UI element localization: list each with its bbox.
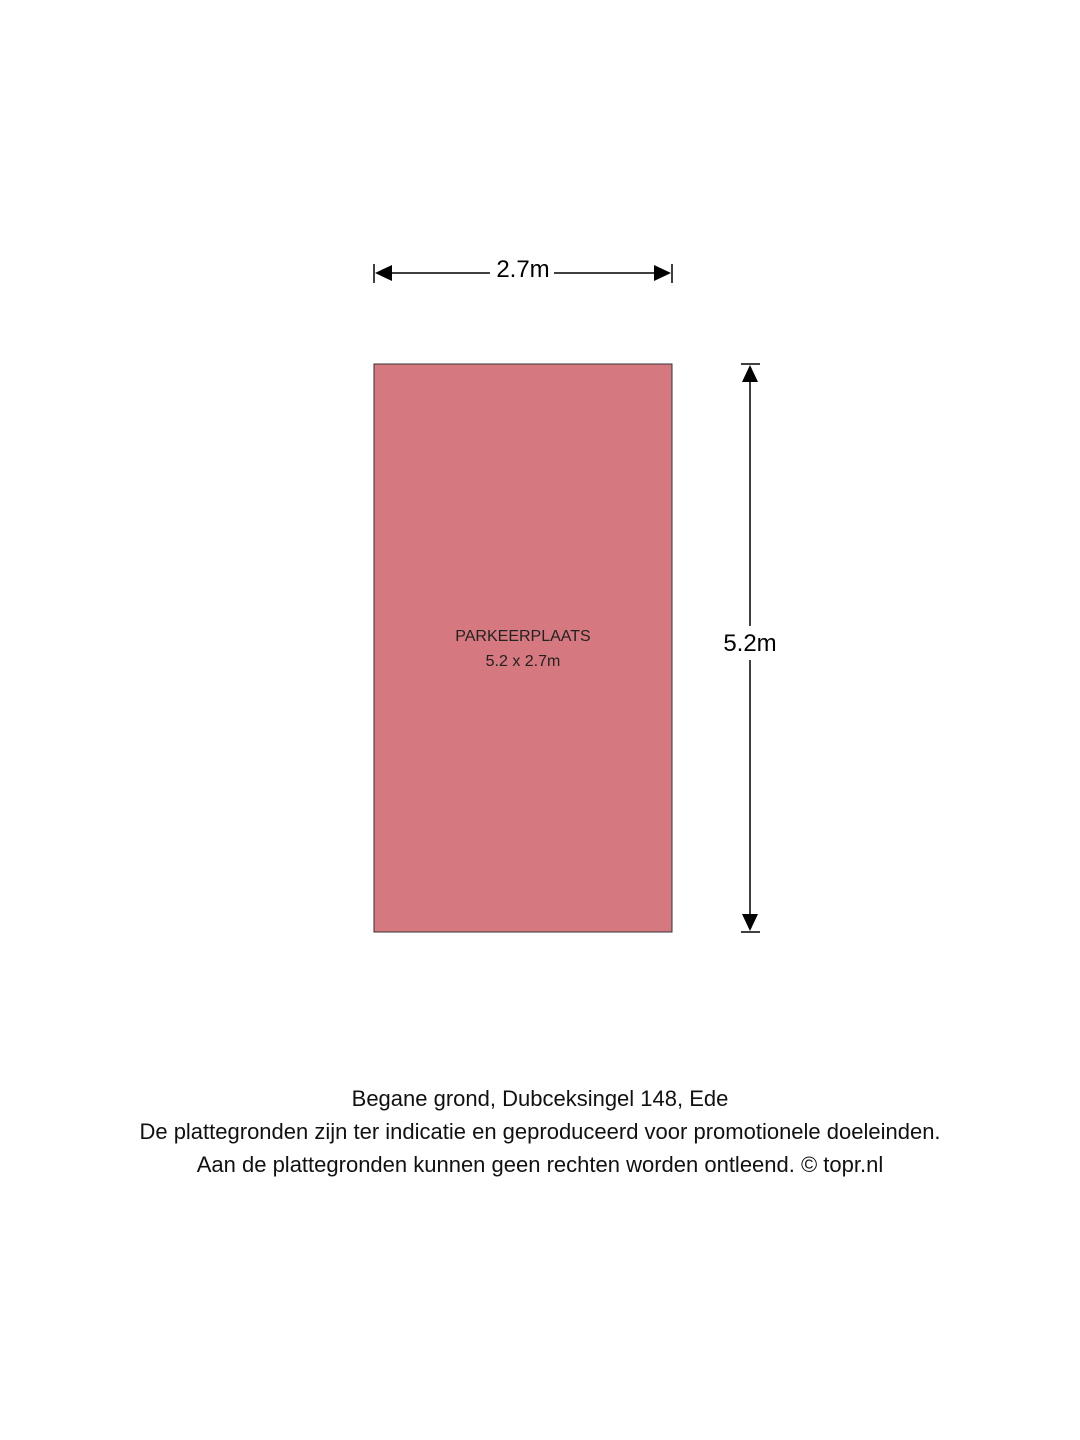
arrow-down-icon	[742, 914, 758, 931]
caption-copyright: Aan de plattegronden kunnen geen rechten worden ontleend. © topr.nl	[196, 1152, 884, 1177]
height-dimension	[723, 364, 776, 932]
arrow-right-icon	[654, 265, 671, 281]
caption-floor-address: Begane grond, Dubceksingel 148, Ede	[351, 1086, 729, 1111]
room-area	[374, 364, 672, 932]
room-name: PARKEERPLAATS	[455, 628, 591, 645]
height-dimension-label: 5.2m	[723, 630, 777, 657]
room-size: 5.2 x 2.7m	[485, 653, 561, 670]
width-dimension	[374, 256, 672, 283]
room-parkeerplaats	[374, 364, 672, 932]
arrow-up-icon	[742, 365, 758, 382]
caption	[0, 1082, 1080, 1181]
caption-disclaimer: De plattegronden zijn ter indicatie en geproduceerd voor promotionele doeleinden.	[139, 1119, 941, 1144]
width-dimension-label: 2.7m	[496, 256, 550, 283]
arrow-left-icon	[375, 265, 392, 281]
